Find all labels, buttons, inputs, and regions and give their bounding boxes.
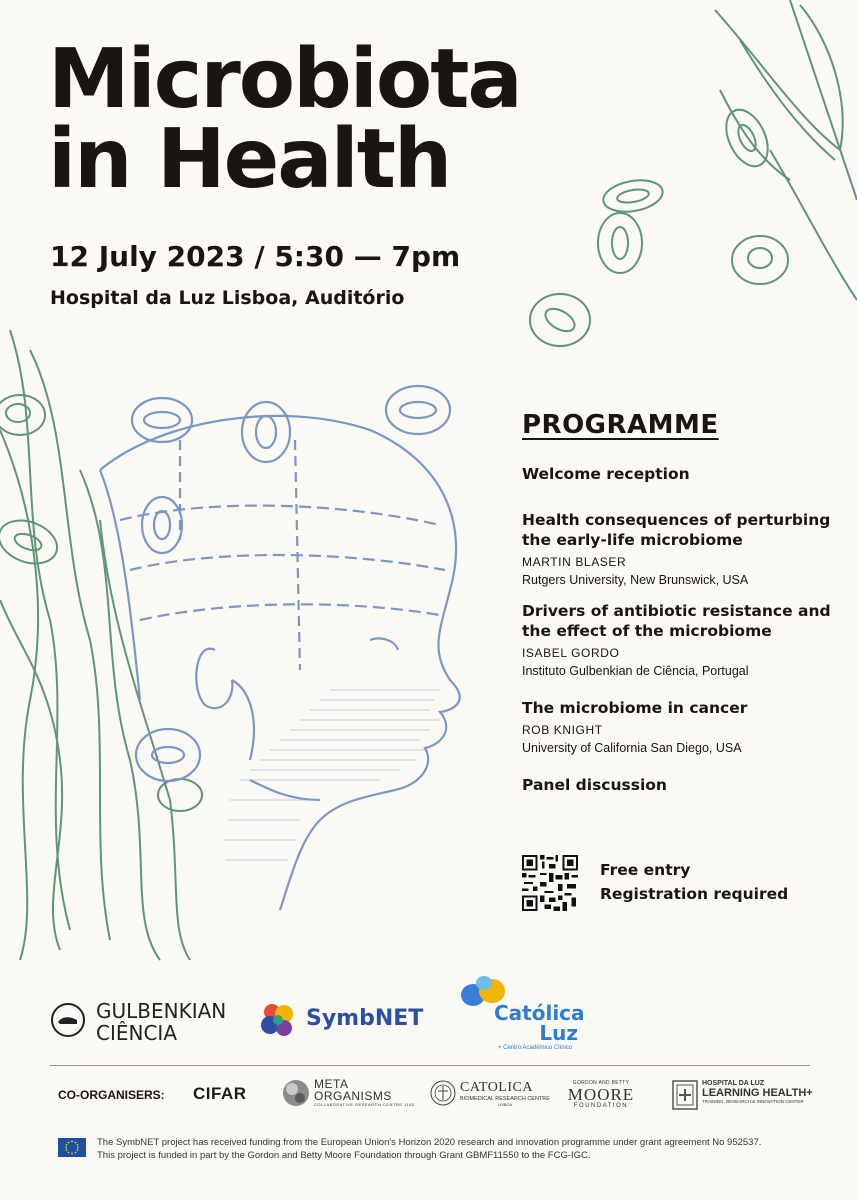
catolica-brc-city: LISBOA (497, 1102, 513, 1107)
hospital-da-luz-emblem-icon (672, 1080, 698, 1110)
programme-item (522, 510, 842, 587)
moore-foundation-top: GORDON AND BETTY (572, 1080, 630, 1086)
section-divider (50, 1065, 810, 1066)
funding-acknowledgement (97, 1136, 817, 1162)
programme-item-title: Panel discussion (522, 776, 667, 794)
free-entry-text: Free entry (600, 861, 691, 879)
meta-organisms-subtitle: COLLABORATIVE RESEARCH CENTRE 1182 (314, 1102, 415, 1107)
registration-info (600, 858, 788, 906)
hospital-da-luz-main: LEARNING HEALTH+ (702, 1087, 813, 1099)
catolica-brc-subtitle: BIOMEDICAL RESEARCH CENTRE (460, 1096, 550, 1102)
cifar-logo: CIFAR (193, 1084, 247, 1103)
programme-item-title: Drivers of antibiotic resistance and the effect of the microbiome (522, 602, 831, 640)
programme-item (522, 464, 842, 484)
moore-foundation-main: MOORE (567, 1085, 635, 1104)
programme-item-title: Welcome reception (522, 465, 690, 483)
programme-item (522, 775, 842, 795)
registration-required-text: Registration required (600, 885, 789, 903)
meta-organisms-line2: ORGANISMS (314, 1089, 392, 1103)
programme-item (522, 601, 842, 678)
funding-line1: The SymbNET project has received funding from the European Union's Horizon 2020 research and innovation programme under grant agreement No 952537. (97, 1137, 762, 1148)
hospital-da-luz-sub: TRAINING, RESEARCH & INNOVATION CENTER (702, 1099, 804, 1104)
moore-foundation-logo (566, 1080, 636, 1109)
event-date-time: 12 July 2023 / 5:30 — 7pm (50, 240, 461, 273)
programme-item (522, 698, 842, 755)
meta-organisms-emblem-icon (282, 1078, 310, 1108)
event-title (48, 32, 521, 207)
event-title-line1: Microbiota (48, 32, 521, 127)
speaker-name: ROB KNIGHT (522, 723, 603, 737)
catolica-luz-line2: Luz (539, 1021, 578, 1045)
gulbenkian-emblem-icon (50, 1002, 86, 1038)
organiser-logos (0, 970, 857, 1060)
speaker-name: MARTIN BLASER (522, 555, 627, 569)
catolica-luz-line1: Católica (494, 1001, 585, 1025)
coorganisers-row (0, 1074, 857, 1124)
gulbenkian-logo-line2: CIÊNCIA (96, 1021, 178, 1045)
moore-foundation-sub: FOUNDATION (573, 1103, 629, 1109)
funding-line2: This project is funded in part by the Gordon and Betty Moore Foundation through Grant GBMF11550 to the FCG-IGC. (97, 1150, 591, 1161)
gulbenkian-logo-line1: GULBENKIAN (96, 999, 227, 1023)
catolica-luz-subtitle: + Centro Académico Clínico (498, 1045, 573, 1051)
hospital-da-luz-top: HOSPITAL DA LUZ (702, 1080, 765, 1087)
coorganisers-label: CO-ORGANISERS: (58, 1088, 165, 1102)
speaker-affiliation: Rutgers University, New Brunswick, USA (522, 573, 749, 587)
programme-heading: PROGRAMME (522, 410, 719, 440)
speaker-affiliation: University of California San Diego, USA (522, 741, 742, 755)
registration-qr-code[interactable] (522, 855, 578, 911)
event-title-line2: in Health (48, 112, 451, 207)
speaker-name: ISABEL GORDO (522, 646, 620, 660)
meta-organisms-line1: META (314, 1077, 349, 1091)
catolica-brc-seal-icon (430, 1080, 456, 1106)
event-venue: Hospital da Luz Lisboa, Auditório (50, 287, 405, 309)
programme-section (522, 410, 842, 807)
symbnet-emblem-icon (258, 1000, 300, 1038)
symbnet-logo-text: SymbNET (306, 1006, 424, 1031)
eu-flag-icon (58, 1138, 86, 1157)
programme-item-title: The microbiome in cancer (522, 699, 748, 717)
speaker-affiliation: Instituto Gulbenkian de Ciência, Portugal (522, 664, 749, 678)
catolica-brc-name: CATOLICA (460, 1080, 533, 1095)
programme-item-title: Health consequences of perturbing the early-life microbiome (522, 511, 831, 549)
